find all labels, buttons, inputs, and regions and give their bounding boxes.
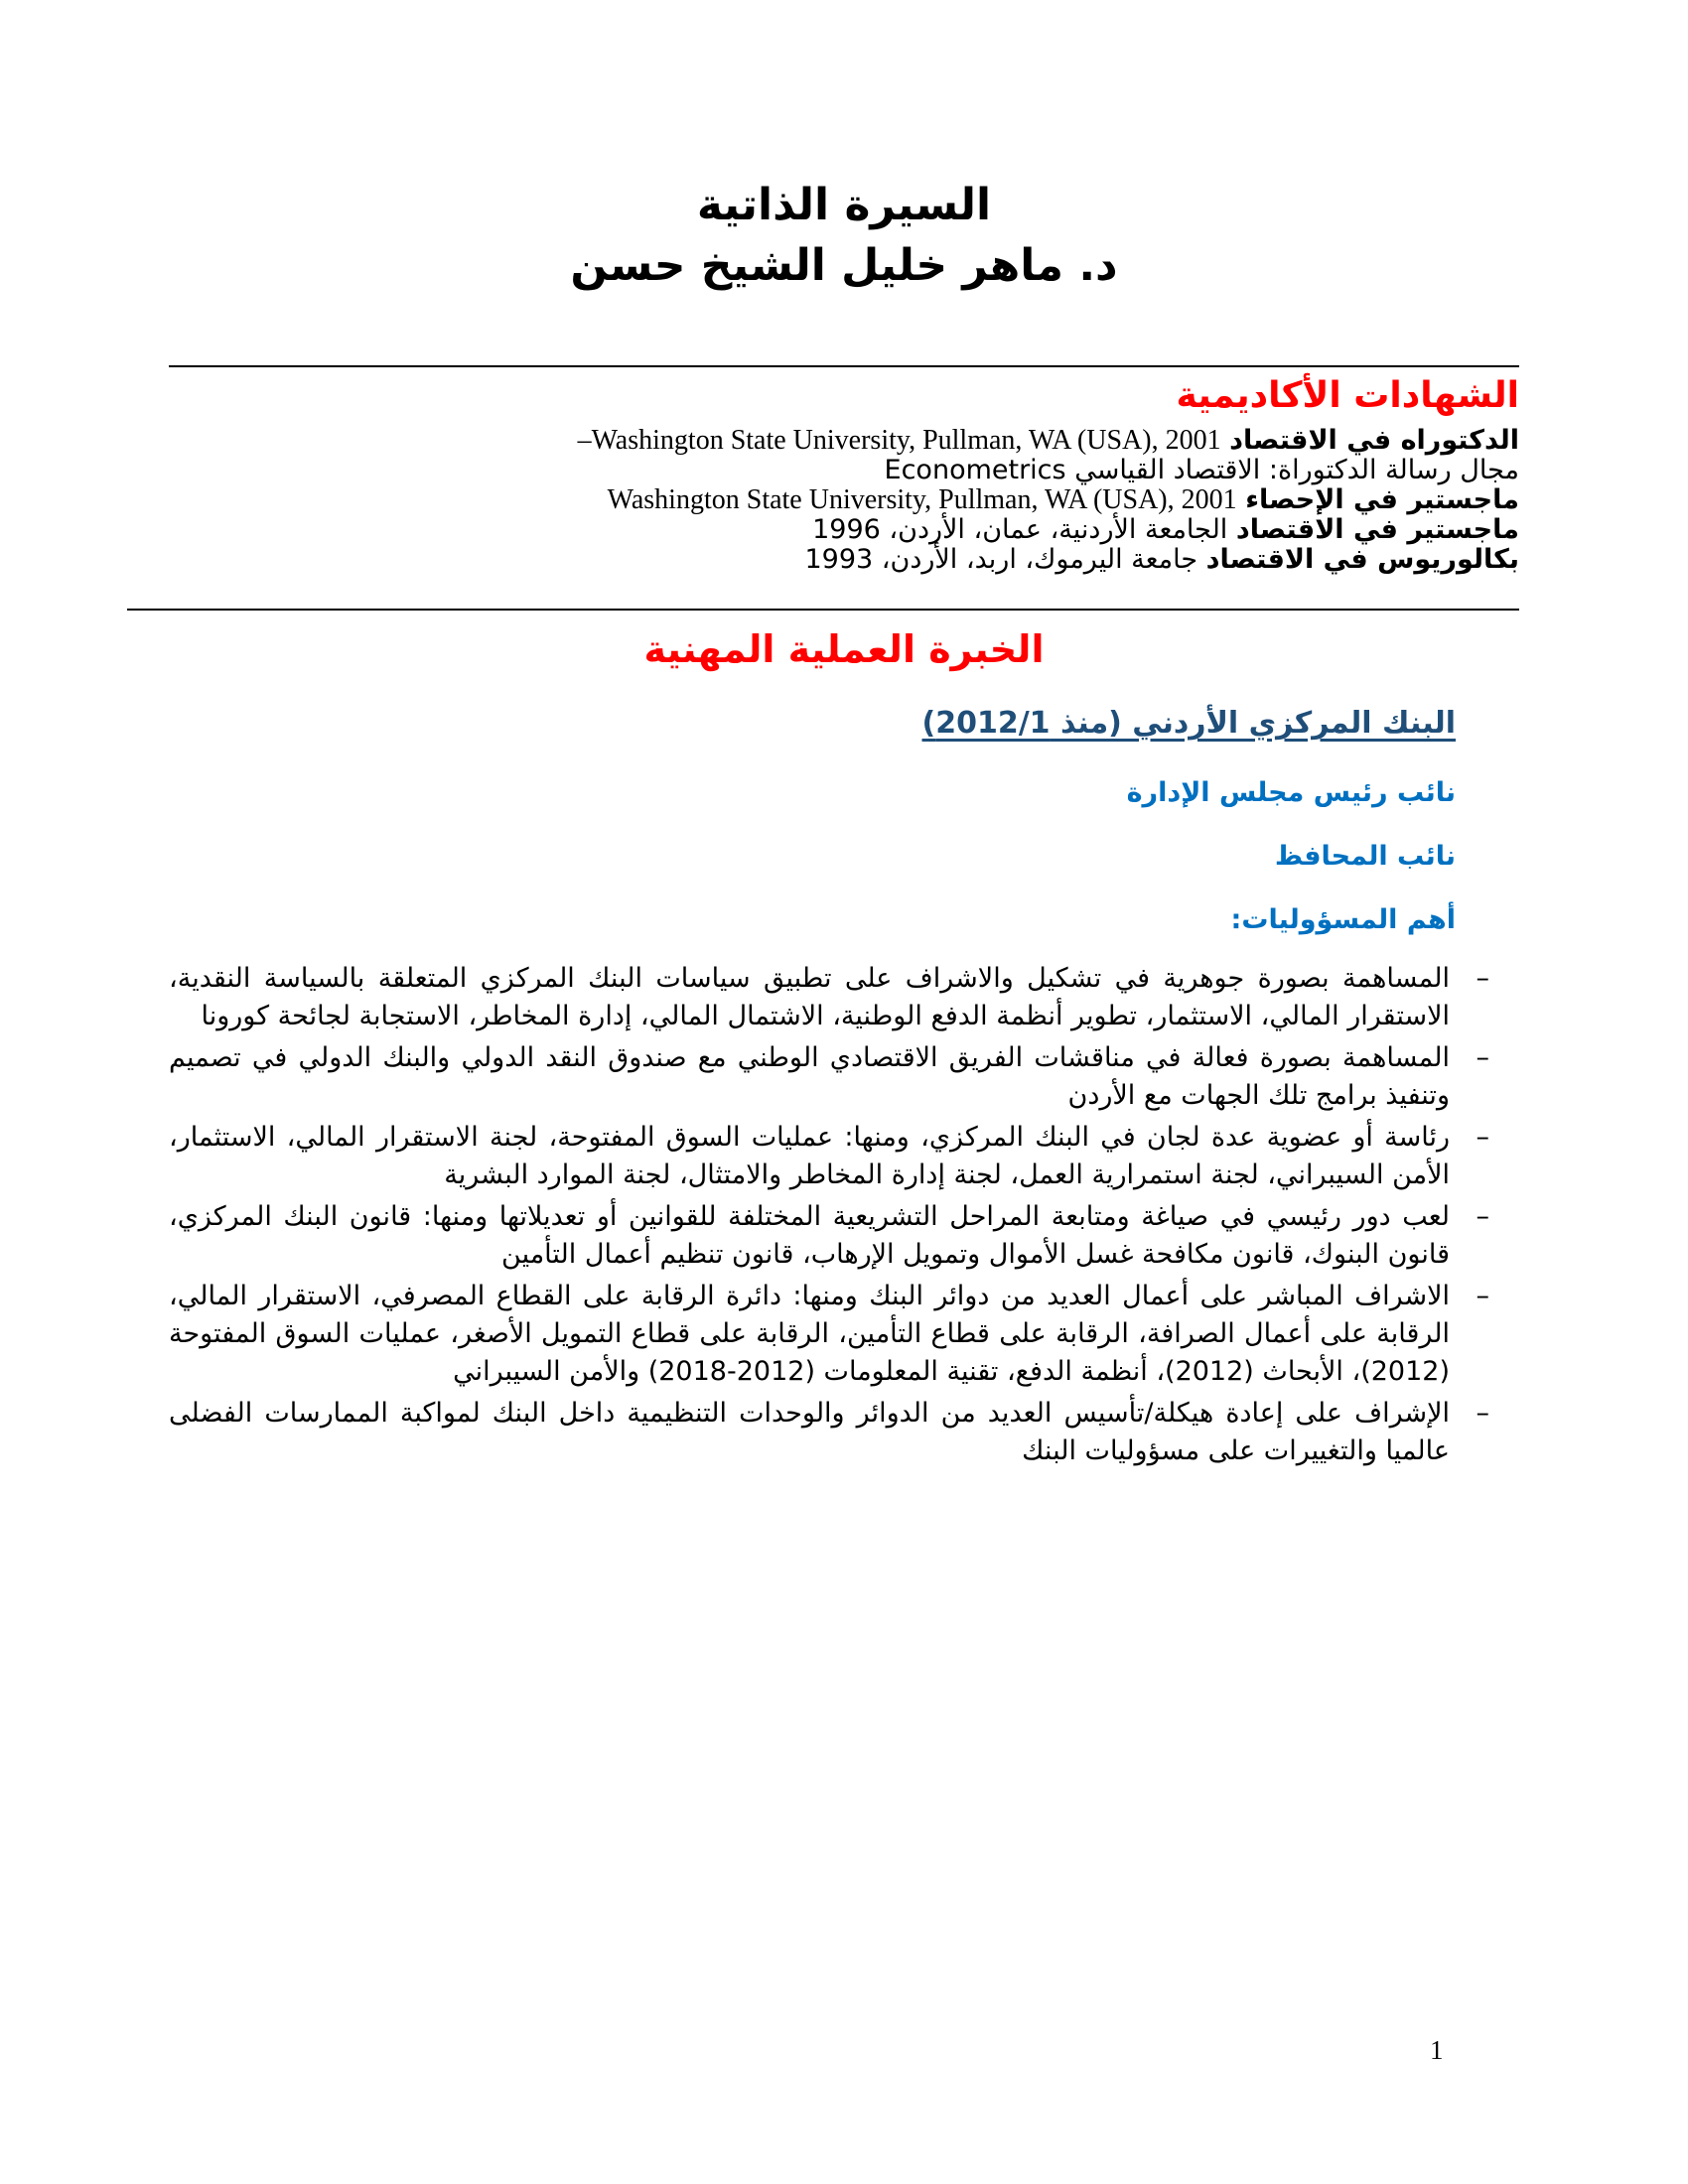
academic-entry-msc-statistics <box>169 485 1519 515</box>
document-author: د. ماهر خليل الشيخ حسن <box>570 240 1118 292</box>
degree-detail: مجال رسالة الدكتوراة: الاقتصاد القياسي Econometrics <box>884 455 1519 486</box>
dash-bullet-icon: – <box>1476 1122 1489 1154</box>
responsibilities-list <box>169 960 1519 1470</box>
section-divider-experience <box>127 609 1519 611</box>
responsibility-item <box>169 1395 1489 1470</box>
employer-line <box>169 704 1519 748</box>
academic-entry-msc-economics <box>169 515 1519 545</box>
degree-detail: –Washington State University, Pullman, WA (USA), 2001 <box>577 425 1221 457</box>
responsibilities-label: أهم المسؤوليات: <box>1230 904 1456 936</box>
dash-bullet-icon: – <box>1476 1398 1489 1430</box>
responsibility-text: المساهمة بصورة فعالة في مناقشات الفريق الاقتصادي الوطني مع صندوق النقد الدولي والبنك الدولي في تصميم وتنفيذ برامج تلك الجهات مع الأردن <box>169 1042 1450 1112</box>
degree-label: بكالوريوس في الاقتصاد <box>1205 544 1519 576</box>
responsibility-text: المساهمة بصورة جوهرية في تشكيل والاشراف على تطبيق سياسات البنك المركزي المتعلقة بالسياسة النقدية، الاستقرار المالي، الاستثمار، تطوير أنظمة الدفع الوطنية، الاشتمال المالي، إدارة المخاطر، الاستجابة لجائحة كورونا <box>169 963 1450 1032</box>
responsibility-item <box>169 1198 1489 1274</box>
experience-section-heading: الخبرة العملية المهنية <box>643 627 1045 672</box>
academic-entry-thesis <box>169 456 1519 485</box>
responsibility-item <box>169 1278 1489 1391</box>
dash-bullet-icon: – <box>1476 963 1489 995</box>
academic-entry-phd <box>169 426 1519 456</box>
degree-label: ماجستير في الإحصاء <box>1245 484 1519 516</box>
degree-detail: الجامعة الأردنية، عمان، الأردن، 1996 <box>812 514 1228 546</box>
page-number: 1 <box>1430 2035 1444 2065</box>
academic-entries <box>169 426 1519 575</box>
document-title-block <box>169 0 1519 294</box>
degree-detail: جامعة اليرموك، اربد، الأردن، 1993 <box>804 544 1198 576</box>
dash-bullet-icon: – <box>1476 1201 1489 1233</box>
section-divider-top <box>169 365 1519 367</box>
dash-bullet-icon: – <box>1476 1281 1489 1312</box>
dash-bullet-icon: – <box>1476 1042 1489 1074</box>
role-vice-chairman: نائب رئيس مجلس الإدارة <box>1126 777 1456 809</box>
document-title: السيرة الذاتية <box>696 180 992 230</box>
academic-entry-bachelor <box>169 545 1519 575</box>
academic-section <box>169 365 1519 575</box>
responsibility-item <box>169 1039 1489 1115</box>
responsibility-item <box>169 960 1489 1035</box>
employer-name: البنك المركزي الأردني (منذ 2012/1) <box>921 706 1456 742</box>
degree-label: الدكتوراه في الاقتصاد <box>1229 425 1519 457</box>
responsibility-text: رئاسة أو عضوية عدة لجان في البنك المركزي، ومنها: عمليات السوق المفتوحة، لجنة الاستقرار المالي، الاستثمار، الأمن السيبراني، لجنة استمرارية العمل، لجنة إدارة المخاطر والامتثال، لجنة الموارد البشرية <box>169 1122 1450 1191</box>
degree-detail: Washington State University, Pullman, WA (USA), 2001 <box>607 484 1237 516</box>
responsibility-text: الاشراف المباشر على أعمال العديد من دوائر البنك ومنها: دائرة الرقابة على القطاع المصرفي، الاستقرار المالي، الرقابة على أعمال الصرافة، الرقابة على قطاع التأمين، الرقابة على قطاع التمويل الأصغر، عمليات السوق المفتوحة (2012)، الأبحاث (2012)، أنظمة الدفع، تقنية المعلومات (2012-2018) والأمن السيبراني <box>169 1281 1450 1388</box>
responsibility-text: الإشراف على إعادة هيكلة/تأسيس العديد من الدوائر والوحدات التنظيمية داخل البنك لمواكبة الممارسات الفضلى عالميا والتغييرات على مسؤوليات البنك <box>169 1398 1450 1467</box>
academic-section-heading: الشهادات الأكاديمية <box>1176 375 1519 417</box>
responsibility-item <box>169 1119 1489 1194</box>
degree-label: ماجستير في الاقتصاد <box>1235 514 1519 546</box>
responsibility-text: لعب دور رئيسي في صياغة ومتابعة المراحل التشريعية المختلفة للقوانين أو تعديلاتها ومنها: قانون البنك المركزي، قانون البنوك، قانون مكافحة غسل الأموال وتمويل الإرهاب، قانون تنظيم أعمال التأمين <box>169 1201 1450 1271</box>
role-deputy-governor: نائب المحافظ <box>1274 841 1456 873</box>
experience-section <box>169 609 1519 1470</box>
